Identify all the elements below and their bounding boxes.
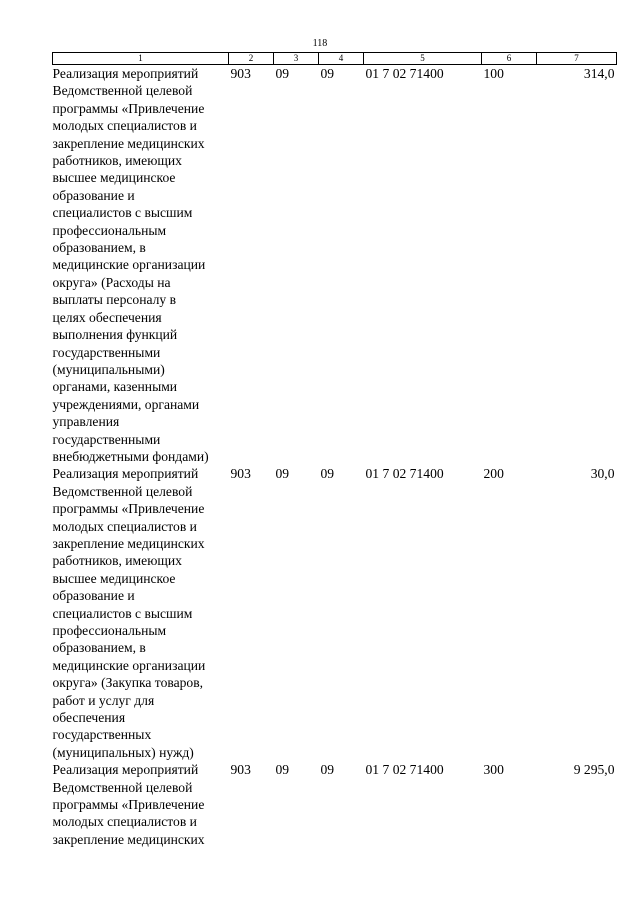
budget-table: [52, 52, 617, 848]
table-row: [53, 65, 617, 466]
amount: 9 295,0: [573, 762, 615, 778]
ministry-code: 903: [230, 466, 251, 482]
target-article-code: 01 7 02 71400: [365, 762, 444, 778]
amount: 314,0: [583, 66, 615, 81]
section-code: 09: [275, 66, 290, 81]
page-number: 118: [312, 38, 328, 49]
ministry-code: 903: [230, 762, 251, 778]
column-header: 7: [537, 53, 617, 65]
column-header: 1: [53, 53, 229, 65]
row-name: Реализация мероприятий Ведомственной целевой программы «Привлечение молодых специалистов и закрепление медицинских работников, имеющих высшее медицинское образование и специалистов с высшим профессиональным образованием, в медицинские организации округа» (Закупка товаров, работ и услуг для обеспечения государственных (муниципальных) нужд): [52, 466, 206, 760]
column-header: 5: [364, 53, 482, 65]
subsection-code: 09: [320, 762, 335, 778]
expense-type-code: 300: [483, 762, 504, 778]
column-header: 2: [229, 53, 274, 65]
subsection-code: 09: [320, 466, 335, 482]
amount: 30,0: [590, 466, 615, 482]
column-header: 3: [274, 53, 319, 65]
ministry-code: 903: [230, 66, 251, 81]
column-header: 6: [482, 53, 537, 65]
target-article-code: 01 7 02 71400: [365, 466, 444, 482]
section-code: 09: [275, 762, 290, 778]
header-row: [53, 53, 617, 65]
expense-type-code: 200: [483, 466, 504, 482]
row-name: Реализация мероприятий Ведомственной целевой программы «Привлечение молодых специалистов и закрепление медицинских: [52, 762, 205, 847]
target-article-code: 01 7 02 71400: [365, 66, 444, 81]
row-name: Реализация мероприятий Ведомственной целевой программы «Привлечение молодых специалистов и закрепление медицинских работников, имеющих высшее медицинское образование и специалистов с высшим профессиональным образованием, в медицинские организации округа» (Расходы на выплаты персоналу в целях обеспечения выполнения функций государственными (муниципальными) органами, казенными учреждениями, органами управления государственными внебюджетными фондами): [52, 66, 209, 464]
section-code: 09: [275, 466, 290, 482]
table-row: [53, 761, 617, 848]
expense-type-code: 100: [483, 66, 504, 81]
column-header: 4: [319, 53, 364, 65]
table-row: [53, 465, 617, 761]
subsection-code: 09: [320, 66, 335, 81]
